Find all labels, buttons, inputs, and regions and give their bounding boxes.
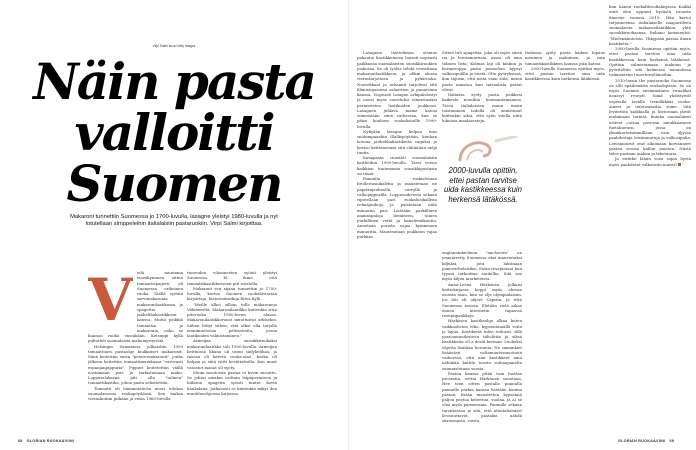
page-number: 68 [18, 439, 23, 443]
magazine-name: GLORIAN RUOKA&VIINI [26, 439, 75, 443]
paragraph: Muun muotoista pastaa ei kovin suosittu. Se johtui ainakin osittain leipäperinteen ja hiilaron spagetin syönti tuntui kovin hankalana. Jatkuvasti se kuitenkin näkyi den muotilusohjeissa kirjoissa. [187, 369, 277, 396]
body-column [442, 50, 522, 134]
paragraph: Italiassa syöty pasta kaiken lupaus moninen ja makuinen, ja vain tomaattikastikkeen kanssa joka katosi. [525, 50, 605, 66]
body-column [357, 50, 437, 428]
paragraph: Kanapasta ironähti suomalaisiin keittiöihin 1990-luvulla. Tässi versio kaikkien tuntemasta suosikkipastasta on tässä: [357, 155, 437, 176]
paragraph: Pastan kanssa pitää vain luottaa prosesiin, eettiä Härkönen sanotaan. Hee teen sitten pastalle pannulla pannulle parkin kanssa lisätään kuuma pastan, lisään maustettua kypsennä paljon pestoa keitettua, suolaa, ja ai se olisi myös parmesania. Pannulle sekaan tarvittaessa ja sitä, että altoitalialaiset keosuuttavat, pastaksi nähdä sitrusmasta, voista, [442, 370, 522, 423]
title-line: Näin pasta [33, 52, 315, 111]
paragraph: Ja eivätkö lähän voisi sopia hyvin myös paahdetut valkoiivän murut? [609, 156, 691, 167]
paragraph: 2010-luvun the pastaruoka Suomessa on silti epäilemättä avokadopasta. Se on myös Suomen ensimmäinen viraalikai noussyt resepti. Siinä yhdistyivät sopivalla tavalla trendikkäät ruoka-aineet ja uutuusmedia some. Sitä levitettiin kaikkialla ja historiaan jäivät muhimaan tarinat, kuinka suomalaiset ostivat cucina poveran muukkaaneen fuetokuenvn, jossa on yksinkertaisimmillaan vain öljyssä paahdettuja leivänmuruja ja valkosipulia. Leivänmurut ovat aikoinaan korvanneet pastan seassa kalliin juuston. Niistä tulee pastaan makua ja tekstuuria. [609, 77, 691, 156]
body-column [88, 270, 183, 430]
page-footer [618, 439, 678, 443]
lead-paragraph: Makaroni tunnettiin Suomessa jo 1700-luvulla, lasagne yleistyi 1980-luvulla ja nyt totutellaan simppeleihin italialaisiin pastaruokiin. Virpi Salmi kirjoittaa. [70, 214, 278, 228]
paragraph: 2000-luvulla Suomessa opittiin myös, ettei pastan tarvitse aina uida kastikkeessa kuin herkensä lätäkössä. Opittiin valmistamaan makuun ja pyöriteltiin sitä kolmessa minuutissa valmistaviin tuoretortelliineihin. [609, 46, 691, 78]
end-mark-icon [678, 163, 681, 166]
magazine-name: GLORIAN RUOKA&VIINI [618, 439, 666, 443]
paragraph: Sitten tuli spagettia, joka oli myös siirtä ria ja leivänmurusia, ainoa oli aina tulinen lista. Kolmas laji oli kinkun ja kermasoppa pasta pomodoro kypsyi valkosipulilla ja teistä. Olin pyöryksissä, kun tajusin, että nistä vaan siitä, miten pasta maistuu kun taivaalisia pastat olivat. [442, 50, 522, 92]
paragraph: Makaroni sen sijaan tunnettiin jo 1700-luvulla, kertoo Suomen ruokahistorian kirjoittaja, historiantutkija Ritva Kylli. [187, 285, 277, 302]
drop-cap: V [88, 270, 134, 332]
paragraph: englanninkielinen "anchovies" on ymmärretty Suomessa ekei maustetuksi kiljuksi, jota lahtinaan painovirhelaisiksi. Pasta resepteissä kun tyyssä tarkoittaa sardellia. Sitä saa myös kiljuu marketeista. [442, 250, 522, 282]
body-column [609, 4, 691, 428]
body-column [442, 250, 522, 428]
paragraph: tuoreiden vihannesten syönti yleistyi Suomessa. Ei ihme, että tomaattikastikkeeseen piti totutella. [187, 270, 277, 286]
article-title [0, 52, 348, 213]
title-line: Suomen [66, 154, 282, 213]
page-footer [14, 439, 74, 443]
paragraph: Armeijan suosikkiruokaksi makaronilaatikko tuli 1900-luvulla. Armeijan keittiössä lihana oli usein säilykelihaa, ja rasvaa oli kätevä ruoka-aine, koska oli halpaa ja siitä riitti kevättalvella, kun muut varastot manat oli syöty. [187, 338, 277, 370]
paragraph: Härkösen kastikeohje alkaa kuten vaikkaolivien teko, kypsentämällä voita ja lapua. Kastikettä tulee reiluisti, sillä pastoomuodosteen tiiliolitiin ja siksä kastikkeita oli a desiä kerman. Luokoksi ohjetta lisätään herneita. Ne samankiet lisäävästi valtamuutosmuotuun vaiheessa, että niin kastikkeet aina nähdään kattila tuosta voihaapanelta suunnistetaan suosia. [442, 318, 522, 371]
paragraph: Tomaatti oli hämmentävän nuori tulokas suomalaisessa ruokapöydässä. Sen maksa vieraskoitiin pitkään ja vasta 1960-luvulla [88, 385, 183, 401]
paragraph: Lasagnen täytteliinen olemus pakoutui kastikkeineen lanasti nopeasti paikkansa suomalaisten suosikkiruokien joukossa. Se oli työläs tehdä verrattuna makaronilaatikkoon, ja olikin alussa vierastarjottava ja pyhäruoka. Nuorekkaat ja urbaanit tarjolivat sitä illanistujaisissa salaattien ja punaviinin kanssa. Nopeasti lasagne arkipäiväistyi ja nousi myös suosituksi einesruoaksi perinteisten laatikoiden joukkoon. Lasagnen juhlava maine katosi viimeistään siinä vaiheessa, kun se pääsi kouluen ruokalistoille 1990-luvulla. [357, 50, 437, 129]
paragraph: Helsingin Sanomissa julkaistiin 1959 tomaattinen pastaohje kiukkuiset makaronit. Siinä keitettiin ensin "penne-makaronit", jonka jälkeen keitettiin tomaattimurskassa "varovasti espanjanpippuria". Pippuri keitetettiin väillä nostamaan pois ja tarkistamaan maku. Lopputuloksena piti olla "tulinen" tomaattikastike, johon pasta sekoitettiin. [88, 343, 183, 386]
paragraph: kun hänen ruokafilosofiakirjassa Kaikki mitä olen oppinut hyvästä ruoasta ilmestyi vuonna 2019. Hän kertoi tarjonneensa italialaiselle naapurilleen suomalaista makaronilaatikkoa, yhtä suosikkiruokaansa. Italiano kommentoi: "Mielenkiintoista. Ylikypsää pastaa ilman kastiketta." [609, 4, 691, 46]
paragraph: Anna-Leena Härkönen julkaisi keittokirjassa koppi myös ohessa osoista asuu, kun se olje olympialaisiin, jos läti olt ohjeet Capriin, ja rittä Suomessa tosissa. Eletään vielä aikaa ennen internetin tupaovia reseptipankkeja. [442, 281, 522, 318]
paragraph: ielä muutama vuosikymmen sitten tomaattispagetti oli Suomessa erikoinen ruoka. Täällä syötiin sarvimakaronia makaronilaatikossa, ja spagettia jauhelihakastikkeen kanssa. Mutta peikkiä tomaattia ja makaronia, onko se kunnon ruoka ensinkään. Ketsuppi kyllä puhutteli suomalaisia makumystyröitä. [88, 270, 183, 344]
body-column [187, 270, 277, 430]
body-column [525, 50, 605, 428]
pull-quote: 2000-luvulla opittiin, ettei pastan tarvitse uida kastikkeessa kuin herkensä lätäkössä. [443, 166, 522, 204]
title-line: valloitti [74, 103, 274, 162]
page-number: 69 [669, 439, 675, 443]
paragraph: Italiassa syöty pasta poikkesi kaikesta muutkin huumantamaansa. Tässä Italialaisten maun maun toistaminen todella oli onnistunut kuitenkin siksi, että syön vitella niitä lukuisia maalarasteja. [442, 92, 522, 124]
paragraph: 2000-luvulla Suomessa opittiin myös, ettei pastan tarvitse aina uida kastikkeessa kuin herkensä lätäkössä. [525, 65, 605, 82]
pasta-illustration [455, 136, 520, 164]
paragraph: Pannulla ruskistetaan broileriusuikaleita ja maustetaan ne paprikajauheella, curryllä ja valkopippurilla. Loppuvaiheessa sekaan ripotellaan pari ruokalusikallista vehnäjauhoja ja paistetaan niitä minuutin pari. Lisätään purkillinen ananaspaloja liemineen, toinen purkillinen vettä ja kanaliemikuutio. Annetaan porista vajaa kymmenen minuuttia. Mausteataan joukkoon vajaa purkkas [357, 176, 437, 239]
photo-credit: Virpi Salmi kuva Getty Images [152, 44, 196, 48]
paragraph: Nykyään lasagne kelpaa tuas snobimpaankin illallispöytään, kunhan kotona jauhelihakastiketta ragùksi ja kertoo keittäneensä sitä vähintään neljä tuntia. [357, 128, 437, 155]
paragraph: "Meille alkoi silloin tulla makaroneja Välimereltä. Makaronilaatikko kuitenkin sitta pitoruoka 1900-luvun alussa. Makaronilaatikkoruoat muuttuivat arkiseksi. Siihen liittyi siihen, että alkoi olla tarjolla monimuotoisia peltiastioita, joissa laatikoiden valmistaminen." [187, 301, 277, 338]
